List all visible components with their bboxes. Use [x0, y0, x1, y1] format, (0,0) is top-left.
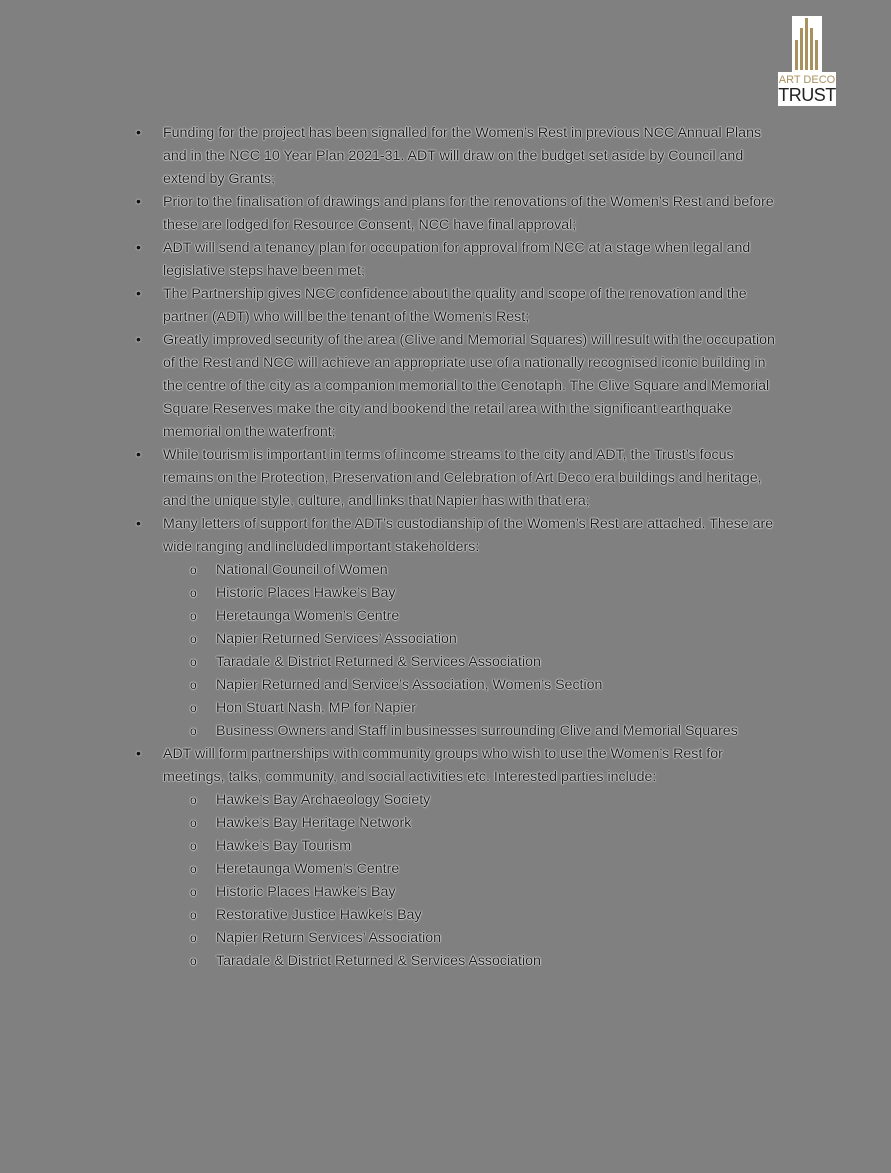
sub-item: o Restorative Justice Hawke’s Bay — [163, 904, 786, 927]
document-body — [136, 122, 786, 973]
sub-item: o Business Owners and Staff in businesses surrounding Clive and Memorial Squares — [163, 720, 786, 743]
tower-icon — [792, 16, 822, 72]
bullet-item: • While tourism is important in terms of income streams to the city and ADT, the Trust’s focus remains on the Protection, Preservation and Celebration of Art Deco era buildings and heritage, and the unique style, culture, and links that Napier has with that era; — [136, 444, 786, 513]
bullet-item-supporters: • Many letters of support for the ADT’s custodianship of the Women’s Rest are attached. These are wide ranging and included important stakeholders: o National Council of Women o Historic Places Hawke’s Bay o Heretaunga Women’s Centre o Napier Returned Services’ Association o Taradale & District Returned & Services Association o Napier Returned and Service’s Association, Women’s Section o Hon Stuart Nash, MP for Napier o Business Owners and Staff in businesses surrounding Clive and Memorial Squares — [136, 513, 786, 743]
art-deco-trust-logo — [778, 16, 836, 106]
logo-line-1: ART DECO — [778, 74, 836, 86]
sub-item: o Hawke’s Bay Archaeology Society — [163, 789, 786, 812]
sub-item: o Historic Places Hawke’s Bay — [163, 582, 786, 605]
sub-item: o Heretaunga Women’s Centre — [163, 605, 786, 628]
logo-line-2: TRUST — [778, 85, 836, 105]
bullet-item: • Funding for the project has been signalled for the Women’s Rest in previous NCC Annual Plans and in the NCC 10 Year Plan 2021-31. ADT will draw on the budget set aside by Council and extend by Grants; — [136, 122, 786, 191]
bullet-list — [136, 122, 786, 973]
sub-item: o National Council of Women — [163, 559, 786, 582]
sub-item: o Historic Places Hawke’s Bay — [163, 881, 786, 904]
bullet-item: • ADT will send a tenancy plan for occupation for approval from NCC at a stage when legal and legislative steps have been met; — [136, 237, 786, 283]
bullet-item: • Prior to the finalisation of drawings and plans for the renovations of the Women’s Rest and before these are lodged for Resource Consent, NCC have final approval; — [136, 191, 786, 237]
sub-item: o Hawke’s Bay Heritage Network — [163, 812, 786, 835]
sub-item: o Napier Return Services’ Association — [163, 927, 786, 950]
sub-item: o Napier Returned and Service’s Association, Women’s Section — [163, 674, 786, 697]
sub-item: o Taradale & District Returned & Services Association — [163, 950, 786, 973]
sub-item: o Napier Returned Services’ Association — [163, 628, 786, 651]
sub-item: o Hawke’s Bay Tourism — [163, 835, 786, 858]
sub-item: o Hon Stuart Nash, MP for Napier — [163, 697, 786, 720]
bullet-item-partnerships: • ADT will form partnerships with community groups who wish to use the Women’s Rest for meetings, talks, community, and social activities etc. Interested parties include: o Hawke’s Bay Archaeology Society o Hawke’s Bay Heritage Network o Hawke’s Bay Tourism o Heretaunga Women’s Centre o Historic Places Hawke’s Bay o Restorative Justice Hawke’s Bay o Napier Return Services’ Association o Taradale & District Returned & Services Association — [136, 743, 786, 973]
supporters-list — [163, 559, 786, 743]
bullet-item: • The Partnership gives NCC confidence about the quality and scope of the renovation and the partner (ADT) who will be the tenant of the Women’s Rest; — [136, 283, 786, 329]
sub-item: o Heretaunga Women’s Centre — [163, 858, 786, 881]
bullet-item: • Greatly improved security of the area (Clive and Memorial Squares) will result with the occupation of the Rest and NCC will achieve an appropriate use of a nationally recognised iconic building in the centre of the city as a companion memorial to the Cenotaph. The Clive Square and Memorial Square Reserves make the city and bookend the retail area with the significant earthquake memorial on the waterfront; — [136, 329, 786, 444]
sub-item: o Taradale & District Returned & Services Association — [163, 651, 786, 674]
partners-list — [163, 789, 786, 973]
